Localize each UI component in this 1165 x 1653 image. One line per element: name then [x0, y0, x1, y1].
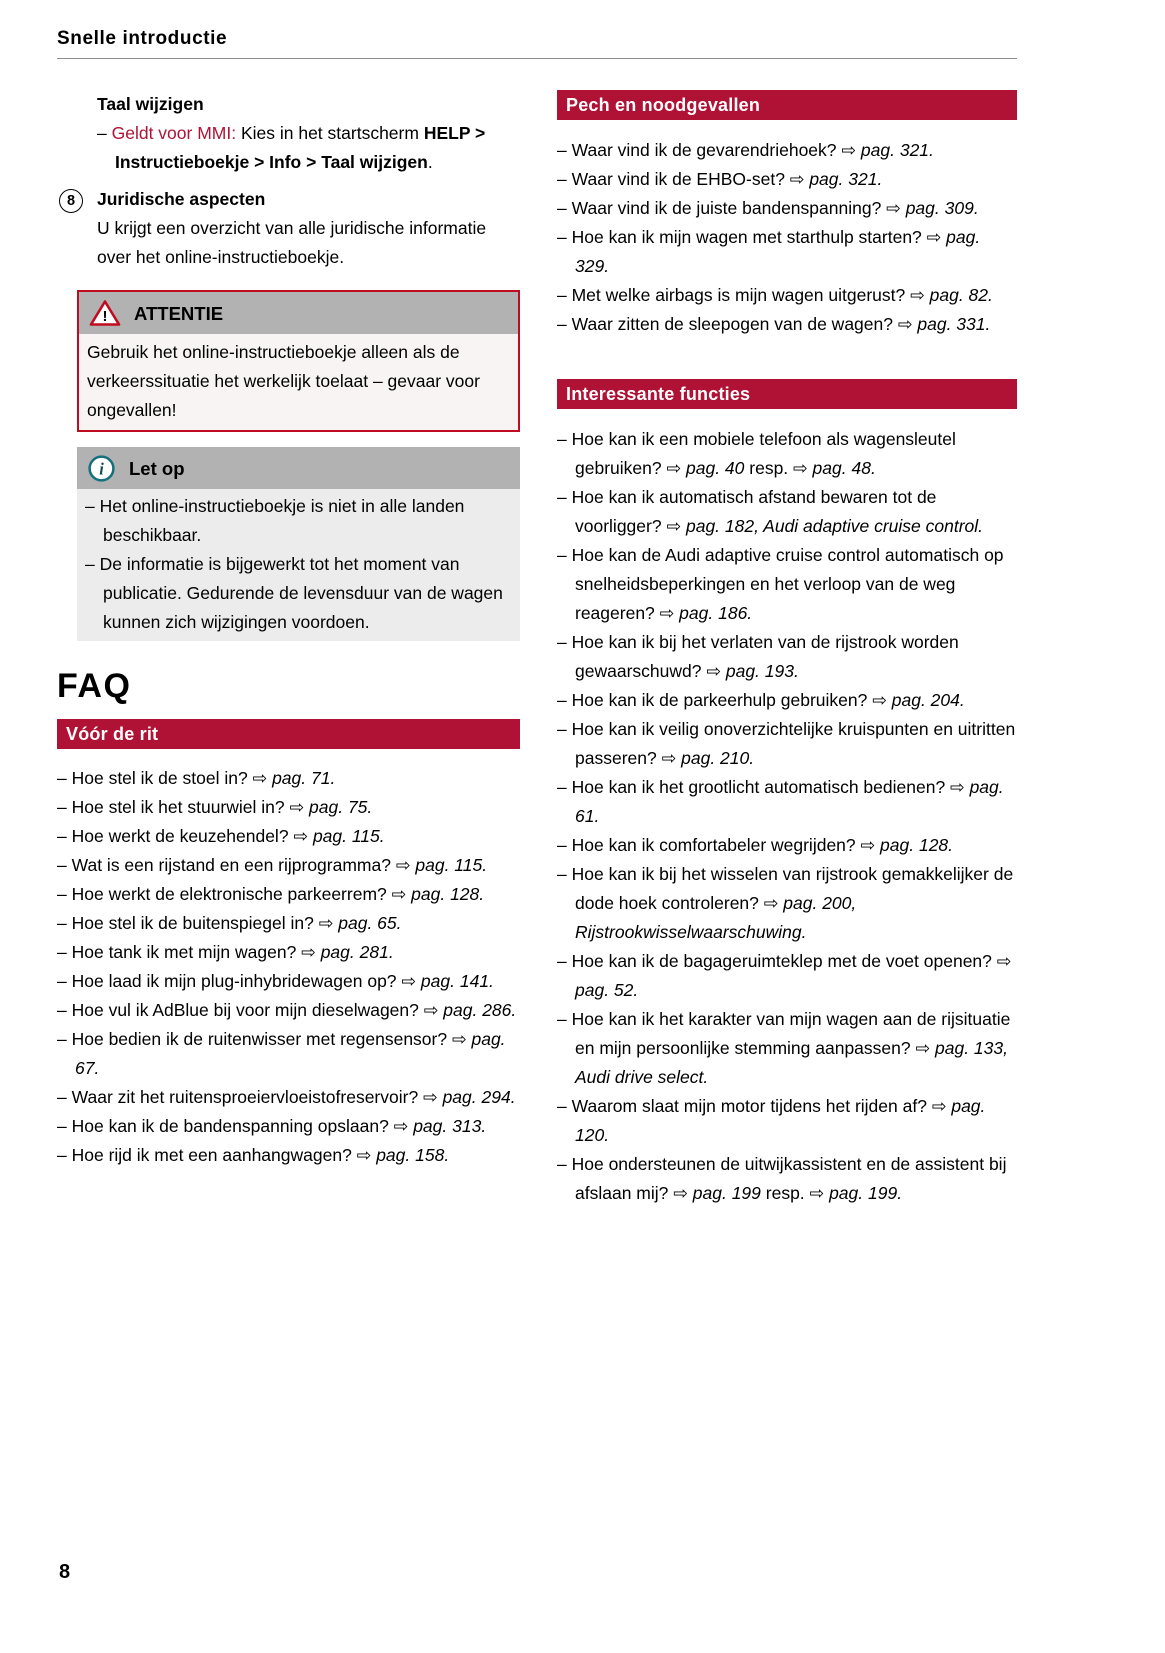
- text-segment: ⇨ pag. 286.: [423, 1000, 517, 1020]
- text-segment: ⇨ pag. 40: [666, 458, 745, 478]
- text-segment: ⇨ pag. 281.: [301, 942, 394, 962]
- faq-list-functies: [557, 425, 1017, 1208]
- list-item: [557, 310, 1017, 339]
- text-segment: ⇨ pag. 294.: [423, 1087, 516, 1107]
- text-segment: Wat is een rijstand en een rijprogramma?: [71, 855, 396, 875]
- list-item: [557, 483, 1017, 541]
- text-segment: Hoe bedien ik de ruitenwisser met regensensor?: [71, 1029, 452, 1049]
- text-segment: ⇨ pag. 141.: [401, 971, 494, 991]
- note-title: Let op: [129, 457, 185, 479]
- text-segment: Waar vind ik de gevarendriehoek?: [571, 140, 842, 160]
- dash-bullet: –: [557, 951, 572, 971]
- text-segment: ⇨ pag. 321.: [789, 169, 883, 189]
- text-segment: Waar zitten de sleepogen van de wagen?: [571, 314, 898, 334]
- text-segment: ⇨ pag. 186.: [659, 603, 753, 623]
- text-segment: Hoe kan ik de bandenspanning opslaan?: [71, 1116, 394, 1136]
- dash-bullet: –: [557, 835, 572, 855]
- dash-bullet: –: [557, 140, 572, 160]
- text-segment: ⇨ pag. 313.: [393, 1116, 487, 1136]
- text-segment: ⇨ pag. 210.: [661, 748, 755, 768]
- list-item: [557, 628, 1017, 686]
- list-item: [97, 119, 520, 177]
- faq-list-voor-de-rit: [57, 764, 520, 1170]
- list-item: [557, 686, 1017, 715]
- dash-bullet: –: [97, 123, 112, 143]
- list-item: [557, 1150, 1017, 1208]
- list-item: [557, 194, 1017, 223]
- text-segment: Info: [269, 152, 302, 172]
- banner-interessante-functies: Interessante functies: [557, 379, 1017, 409]
- text-segment: Hoe werkt de keuzehendel?: [71, 826, 294, 846]
- list-item: [557, 541, 1017, 628]
- content-columns: [57, 90, 1017, 1208]
- text-segment: ⇨ pag. 75.: [289, 797, 373, 817]
- text-segment: ⇨ pag. 309.: [886, 198, 979, 218]
- attention-header: [79, 292, 518, 334]
- list-item: [557, 1005, 1017, 1092]
- list-item: [557, 223, 1017, 281]
- dash-bullet: –: [57, 884, 72, 904]
- text-segment: ⇨ pag. 329.: [575, 227, 981, 276]
- text-segment: ⇨ pag. 204.: [872, 690, 965, 710]
- header-divider: [57, 58, 1017, 59]
- dash-bullet: –: [57, 797, 72, 817]
- attention-body: Gebruik het online-instructieboekje alleen als de verkeerssituatie het werkelijk toelaat – gevaar voor ongevallen!: [79, 334, 518, 430]
- text-segment: Hoe ondersteunen de uitwijkassistent en de assistent bij afslaan mij?: [571, 1154, 1007, 1203]
- list-item: [57, 1083, 520, 1112]
- text-segment: ⇨ pag. 120.: [575, 1096, 986, 1145]
- dash-bullet: –: [85, 554, 100, 574]
- warning-triangle-icon: [89, 299, 121, 327]
- text-segment: ⇨ pag. 200, Rijstrookwisselwaarschuwing.: [575, 893, 857, 942]
- text-segment: ⇨ pag. 61.: [575, 777, 1004, 826]
- text-segment: Hoe kan ik het grootlicht automatisch bedienen?: [571, 777, 951, 797]
- text-segment: Hoe kan ik mijn wagen met starthulp starten?: [571, 227, 927, 247]
- banner-voor-de-rit: Vóór de rit: [57, 719, 520, 749]
- text-segment: ⇨ pag. 199.: [809, 1183, 903, 1203]
- text-segment: Waar vind ik de EHBO-set?: [571, 169, 790, 189]
- list-item: [57, 880, 520, 909]
- text-segment: ⇨ pag. 199: [673, 1183, 761, 1203]
- text-segment: Waarom slaat mijn motor tijdens het rijden af?: [571, 1096, 932, 1116]
- dash-bullet: –: [557, 285, 572, 305]
- text-segment: Hoe laad ik mijn plug-inhybridewagen op?: [71, 971, 402, 991]
- text-segment: Hoe stel ik de buitenspiegel in?: [71, 913, 319, 933]
- list-item: [57, 909, 520, 938]
- note-box: [77, 447, 520, 641]
- text-segment: Waar vind ik de juiste bandenspanning?: [571, 198, 887, 218]
- dash-bullet: –: [557, 545, 572, 565]
- dash-bullet: –: [557, 1154, 572, 1174]
- text-segment: ⇨ pag. 193.: [706, 661, 799, 681]
- text-segment: Hoe kan ik veilig onoverzichtelijke kruispunten en uitritten passeren?: [571, 719, 1016, 768]
- dash-bullet: –: [57, 768, 72, 788]
- list-item: [85, 492, 510, 550]
- text-segment: resp.: [744, 458, 794, 478]
- text-segment: Instructieboekje: [115, 152, 250, 172]
- dash-bullet: –: [557, 719, 572, 739]
- dash-bullet: –: [85, 496, 100, 516]
- text-segment: ⇨ pag. 65.: [318, 913, 402, 933]
- text-segment: Hoe kan ik automatisch afstand bewaren tot de voorligger?: [571, 487, 937, 536]
- list-item: [57, 1141, 520, 1170]
- list-item: [557, 715, 1017, 773]
- text-segment: .: [427, 152, 433, 172]
- text-segment: >: [301, 152, 322, 172]
- text-segment: Hoe vul ik AdBlue bij voor mijn dieselwagen?: [71, 1000, 424, 1020]
- taal-wijzigen-list: [97, 119, 520, 177]
- dash-bullet: –: [557, 487, 572, 507]
- text-segment: Hoe stel ik de stoel in?: [71, 768, 253, 788]
- text-segment: >: [470, 123, 486, 143]
- note-header: [77, 447, 520, 489]
- text-segment: ⇨ pag. 52.: [575, 951, 1012, 1000]
- list-item: [57, 822, 520, 851]
- attention-box: [77, 290, 520, 432]
- dash-bullet: –: [57, 1145, 72, 1165]
- list-item: [57, 793, 520, 822]
- list-item: [557, 165, 1017, 194]
- list-item: [85, 550, 510, 637]
- text-segment: Hoe rijd ik met een aanhangwagen?: [71, 1145, 357, 1165]
- text-segment: ⇨ pag. 182, Audi adaptive cruise control.: [666, 516, 984, 536]
- dash-bullet: –: [57, 971, 72, 991]
- dash-bullet: –: [557, 632, 572, 652]
- juridische-aspecten-text: U krijgt een overzicht van alle juridische informatie over het online-instructieboekje.: [97, 218, 487, 267]
- text-segment: Taal wijzigen: [321, 152, 428, 172]
- list-item: [57, 996, 520, 1025]
- text-segment: Met welke airbags is mijn wagen uitgerust?: [571, 285, 911, 305]
- list-item: [57, 764, 520, 793]
- text-segment: ⇨ pag. 128.: [860, 835, 954, 855]
- list-item: [557, 773, 1017, 831]
- info-icon: [87, 454, 116, 483]
- text-segment: resp.: [760, 1183, 810, 1203]
- dash-bullet: –: [57, 826, 72, 846]
- text-segment: Hoe werkt de elektronische parkeerrem?: [71, 884, 392, 904]
- faq-heading: FAQ: [57, 667, 132, 705]
- text-segment: ⇨ pag. 128.: [391, 884, 485, 904]
- juridische-aspecten-content: [97, 185, 520, 272]
- list-item: [57, 1025, 520, 1083]
- text-segment: >: [249, 152, 270, 172]
- text-segment: Hoe kan de Audi adaptive cruise control automatisch op snelheidsbeperkingen en het verloop van de weg reageren?: [571, 545, 1004, 623]
- text-segment: ⇨ pag. 115.: [293, 826, 385, 846]
- dash-bullet: –: [57, 1087, 72, 1107]
- dash-bullet: –: [57, 942, 72, 962]
- faq-list-pech: [557, 136, 1017, 339]
- dash-bullet: –: [557, 1009, 572, 1029]
- list-item: [557, 947, 1017, 1005]
- list-item: [557, 136, 1017, 165]
- text-segment: ⇨ pag. 331.: [897, 314, 991, 334]
- text-segment: Hoe stel ik het stuurwiel in?: [71, 797, 290, 817]
- text-segment: ⇨ pag. 71.: [252, 768, 336, 788]
- text-segment: Hoe kan ik de bagageruimteklep met de voet openen?: [571, 951, 997, 971]
- note-body: [77, 489, 520, 641]
- text-segment: De informatie is bijgewerkt tot het moment van publicatie. Gedurende de levensduur van de wagen kunnen zich wijzigingen voordoen.: [99, 554, 503, 632]
- dash-bullet: –: [557, 864, 572, 884]
- text-segment: Hoe kan ik het karakter van mijn wagen aan de rijsituatie en mijn persoonlijke stemming aanpassen?: [571, 1009, 1011, 1058]
- text-segment: ⇨ pag. 48.: [793, 458, 876, 478]
- juridische-aspecten-block: [57, 185, 520, 272]
- text-segment: ⇨ pag. 133, Audi drive select.: [575, 1038, 1008, 1087]
- dash-bullet: –: [557, 169, 572, 189]
- dash-bullet: –: [57, 1029, 72, 1049]
- text-segment: Hoe kan ik de parkeerhulp gebruiken?: [571, 690, 873, 710]
- dash-bullet: –: [57, 913, 72, 933]
- dash-bullet: –: [57, 1000, 72, 1020]
- text-segment: Geldt voor MMI:: [111, 123, 237, 143]
- left-column: [57, 90, 520, 1208]
- svg-text:!: !: [102, 308, 108, 325]
- text-segment: Kies in het startscherm: [236, 123, 424, 143]
- page-title: Snelle introductie: [57, 28, 228, 49]
- attention-title: ATTENTIE: [134, 302, 224, 324]
- list-item: [557, 831, 1017, 860]
- text-segment: Hoe kan ik een mobiele telefoon als wagensleutel gebruiken?: [571, 429, 956, 478]
- list-item: [57, 851, 520, 880]
- list-item: [57, 938, 520, 967]
- text-segment: ⇨ pag. 115.: [395, 855, 488, 875]
- text-segment: ⇨ pag. 67.: [75, 1029, 506, 1078]
- dash-bullet: –: [557, 1096, 572, 1116]
- dash-bullet: –: [557, 314, 572, 334]
- text-segment: Hoe kan ik comfortabeler wegrijden?: [571, 835, 861, 855]
- list-item: [557, 425, 1017, 483]
- dash-bullet: –: [557, 429, 572, 449]
- dash-bullet: –: [557, 227, 572, 247]
- text-segment: ⇨ pag. 82.: [910, 285, 993, 305]
- svg-text:i: i: [99, 458, 104, 478]
- numbered-item-badge: 8: [59, 189, 83, 213]
- dash-bullet: –: [557, 690, 572, 710]
- page-number: 8: [59, 1561, 71, 1583]
- taal-wijzigen-block: [97, 90, 520, 177]
- list-item: [557, 860, 1017, 947]
- text-segment: ⇨ pag. 158.: [356, 1145, 450, 1165]
- text-segment: HELP: [423, 123, 471, 143]
- list-item: [57, 967, 520, 996]
- text-segment: Hoe tank ik met mijn wagen?: [71, 942, 302, 962]
- text-segment: Hoe kan ik bij het verlaten van de rijstrook worden gewaarschuwd?: [571, 632, 959, 681]
- list-item: [557, 1092, 1017, 1150]
- banner-pech-en-noodgevallen: Pech en noodgevallen: [557, 90, 1017, 120]
- dash-bullet: –: [557, 198, 572, 218]
- list-item: [57, 1112, 520, 1141]
- dash-bullet: –: [57, 855, 72, 875]
- text-segment: ⇨ pag. 321.: [841, 140, 934, 160]
- text-segment: Waar zit het ruitensproeiervloeistofreservoir?: [71, 1087, 424, 1107]
- right-column: [557, 90, 1017, 1208]
- dash-bullet: –: [57, 1116, 72, 1136]
- list-item: [557, 281, 1017, 310]
- text-segment: Hoe kan ik bij het wisselen van rijstrook gemakkelijker de dode hoek controleren?: [571, 864, 1014, 913]
- text-segment: Het online-instructieboekje is niet in alle landen beschikbaar.: [99, 496, 465, 545]
- juridische-aspecten-heading: Juridische aspecten: [97, 189, 266, 209]
- dash-bullet: –: [557, 777, 572, 797]
- taal-wijzigen-heading: Taal wijzigen: [97, 94, 204, 114]
